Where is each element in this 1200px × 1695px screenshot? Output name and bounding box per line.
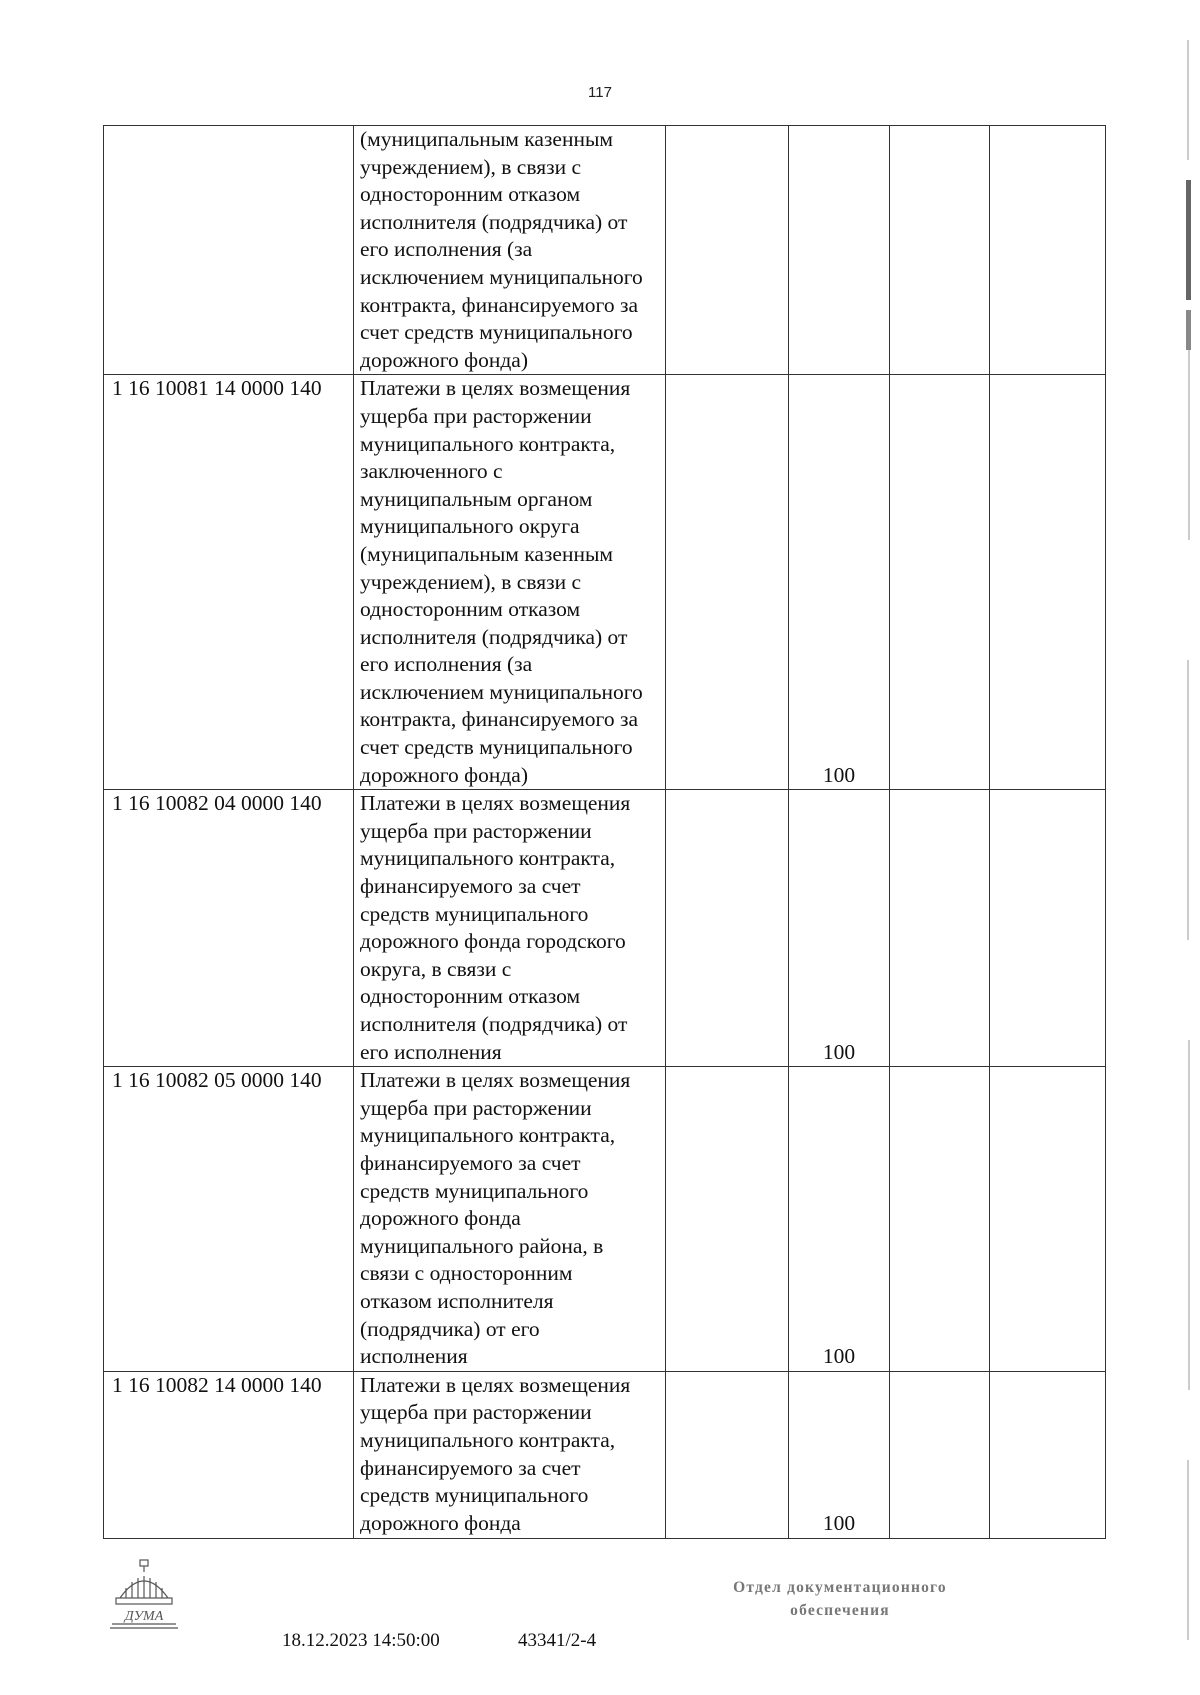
revenue-codes-table	[103, 125, 1106, 1539]
empty-cell	[666, 1371, 789, 1538]
budget-code-cell: 1 16 10082 04 0000 140	[104, 790, 354, 1067]
empty-cell	[990, 790, 1106, 1067]
budget-code-cell: 1 16 10082 14 0000 140	[104, 1371, 354, 1538]
empty-cell	[990, 126, 1106, 375]
empty-cell	[666, 126, 789, 375]
value-cell: 100	[789, 1371, 890, 1538]
page-number: 117	[588, 84, 612, 101]
svg-text:ДУМА: ДУМА	[124, 1609, 164, 1624]
empty-cell	[990, 375, 1106, 790]
footer-datetime: 18.12.2023 14:50:00	[282, 1630, 440, 1651]
value-cell: 100	[789, 1067, 890, 1372]
empty-cell	[990, 1067, 1106, 1372]
budget-code-cell: 1 16 10081 14 0000 140	[104, 375, 354, 790]
table-row	[104, 790, 1106, 1067]
value-cell: 100	[789, 375, 890, 790]
duma-logo-icon	[106, 1558, 182, 1634]
empty-cell	[890, 1371, 990, 1538]
budget-code-cell: 1 16 10082 05 0000 140	[104, 1067, 354, 1372]
table-row	[104, 126, 1106, 375]
empty-cell	[890, 375, 990, 790]
value-cell: 100	[789, 790, 890, 1067]
empty-cell	[890, 790, 990, 1067]
table-row	[104, 1371, 1106, 1538]
empty-cell	[666, 1067, 789, 1372]
description-cell: (муниципальным казенным учреждением), в связи с односторонним отказом исполнителя (подрядчика) от его исполнения (за исключением муниципального контракта, финансируемого за счет средств муниципального дорожного фонда)	[354, 126, 666, 375]
description-cell: Платежи в целях возмещения ущерба при расторжении муниципального контракта, финансируемого за счет средств муниципального дорожного фонда городского округа, в связи с односторонним отказом исполнителя (подрядчика) от его исполнения	[354, 790, 666, 1067]
scan-edge-marks	[1186, 40, 1192, 1640]
table-row	[104, 1067, 1106, 1372]
value-cell	[789, 126, 890, 375]
description-cell: Платежи в целях возмещения ущерба при расторжении муниципального контракта, финансируемого за счет средств муниципального дорожного фонда	[354, 1371, 666, 1538]
department-stamp: Отдел документационного обеспечения	[733, 1579, 947, 1619]
empty-cell	[666, 375, 789, 790]
description-cell: Платежи в целях возмещения ущерба при расторжении муниципального контракта, заключенного с муниципальным органом муниципального округа (муниципальным казенным учреждением), в связи с односторонним отказом исполнителя (подрядчика) от его исполнения (за исключением муниципального контракта, финансируемого за счет средств муниципального дорожного фонда)	[354, 375, 666, 790]
empty-cell	[890, 1067, 990, 1372]
empty-cell	[666, 790, 789, 1067]
table-row	[104, 375, 1106, 790]
empty-cell	[890, 126, 990, 375]
budget-code-cell	[104, 126, 354, 375]
empty-cell	[990, 1371, 1106, 1538]
description-cell: Платежи в целях возмещения ущерба при расторжении муниципального контракта, финансируемого за счет средств муниципального дорожного фонда муниципального района, в связи с односторонним отказом исполнителя (подрядчика) от его исполнения	[354, 1067, 666, 1372]
footer-document-number: 43341/2-4	[518, 1630, 597, 1651]
